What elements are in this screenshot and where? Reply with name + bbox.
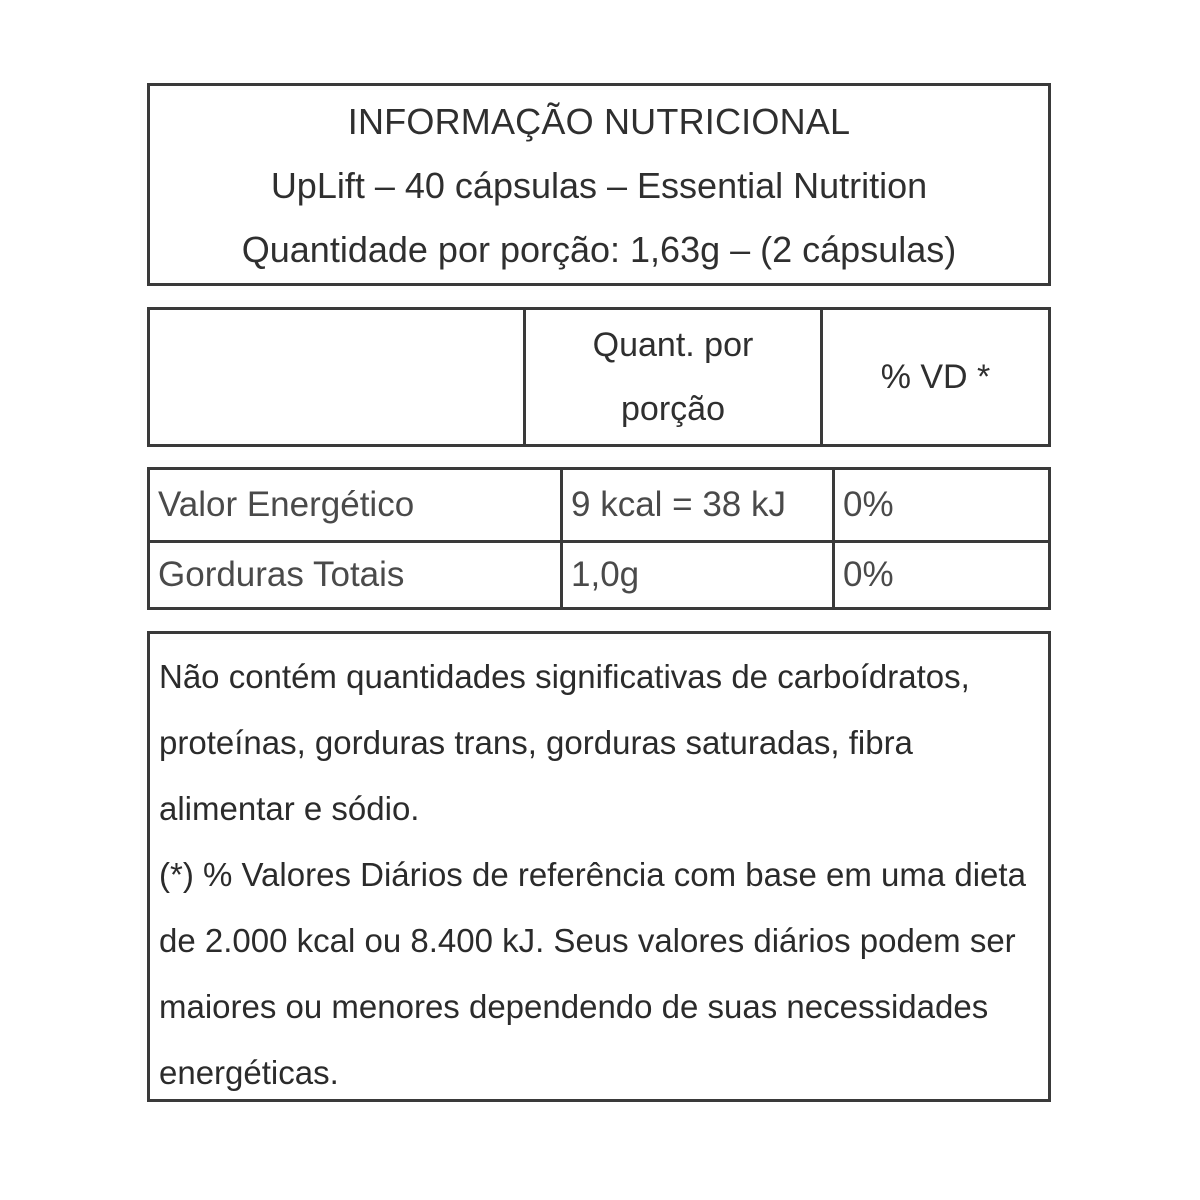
table-row [150,470,1048,543]
nutrient-amount: 9 kcal = 38 kJ [563,470,835,540]
nutrient-name: Valor Energético [150,470,563,540]
column-header-table [147,307,1051,447]
serving-size: Quantidade por porção: 1,63g – (2 cápsulas) [241,229,957,270]
nutrient-name: Gorduras Totais [150,540,563,610]
column-header-daily-value: % VD * [880,358,991,396]
nutrition-table [147,467,1051,610]
not-significant-note: Não contém quantidades significativas de carboídratos, proteínas, gorduras trans, gorduras saturadas, fibra alimentar e sódio. [159,658,970,827]
nutrient-daily-value: 0% [843,485,894,524]
column-header-quantity [526,310,823,444]
column-header-quantity-label: Quant. por porção [592,326,754,428]
product-name: UpLift – 40 cápsulas – Essential Nutrition [270,165,928,206]
daily-values-note: (*) % Valores Diários de referência com base em uma dieta de 2.000 kcal ou 8.400 kJ. Seus valores diários podem ser maiores ou menores dependendo de suas necessidades energéticas. [159,856,1026,1091]
table-row [150,540,1048,610]
nutrient-amount: 1,0g [563,540,835,610]
nutrition-header [147,83,1051,286]
footnote-box [147,631,1051,1102]
footnote-text [159,644,1039,1106]
nutrition-title: INFORMAÇÃO NUTRICIONAL [347,101,851,142]
nutrient-daily-value: 0% [843,555,894,594]
column-header-nutrient [150,310,526,444]
